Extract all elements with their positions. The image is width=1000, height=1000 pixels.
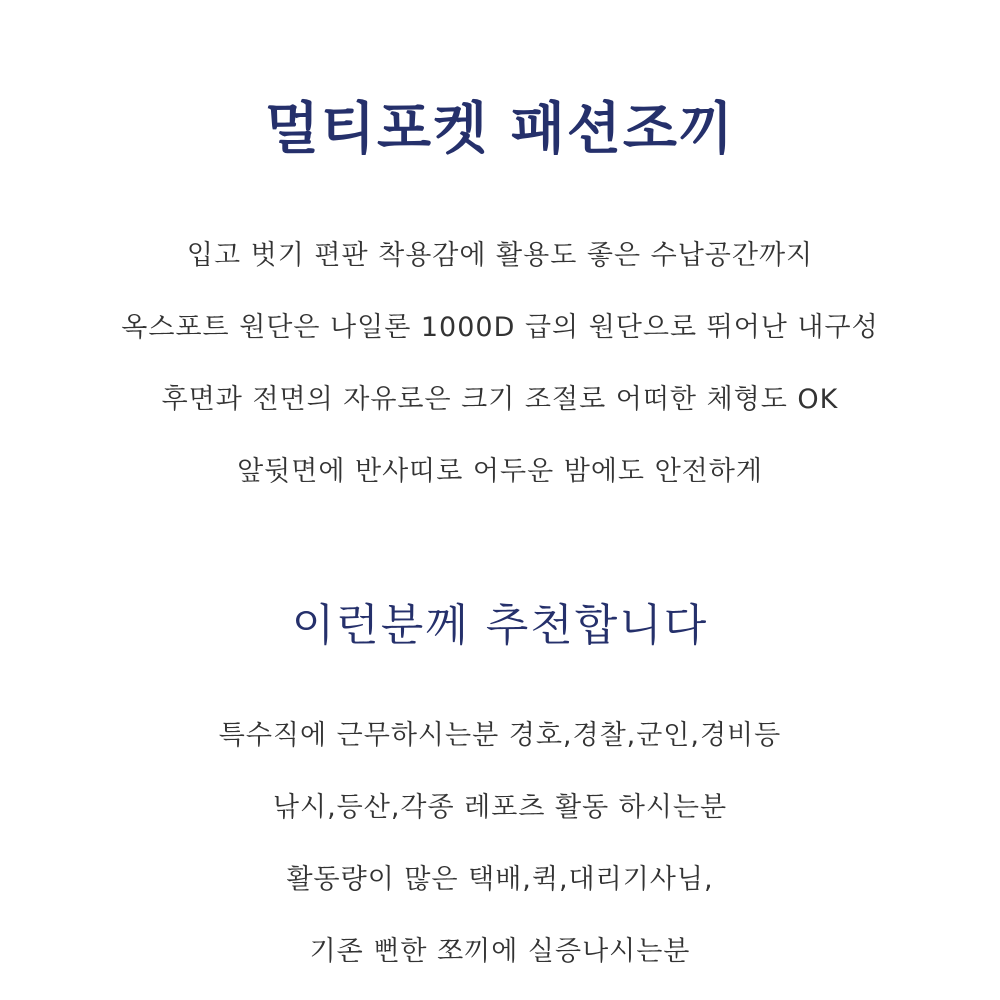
feature-line-1: 입고 벗기 편판 착용감에 활용도 좋은 수납공간까지 <box>186 240 814 271</box>
feature-line-2: 옥스포트 원단은 나일론 1000D 급의 원단으로 뛰어난 내구성 <box>121 312 879 343</box>
product-title: 멀티포켓 패션조끼 <box>264 97 736 162</box>
recommend-line-1: 특수직에 근무하시는분 경호,경찰,군인,경비등 <box>218 720 782 751</box>
recommend-line-2: 낚시,등산,각종 레포츠 활동 하시는분 <box>272 792 728 823</box>
recommend-line-4: 기존 뻔한 쪼끼에 실증나시는분 <box>309 936 691 967</box>
feature-line-3: 후면과 전면의 자유로은 크기 조절로 어떠한 체형도 OK <box>161 384 839 415</box>
feature-line-4: 앞뒷면에 반사띠로 어두운 밤에도 안전하게 <box>237 456 763 487</box>
recommend-line-3: 활동량이 많은 택배,퀵,대리기사님, <box>286 864 714 895</box>
recommend-title: 이런분께 추천합니다 <box>291 600 709 651</box>
